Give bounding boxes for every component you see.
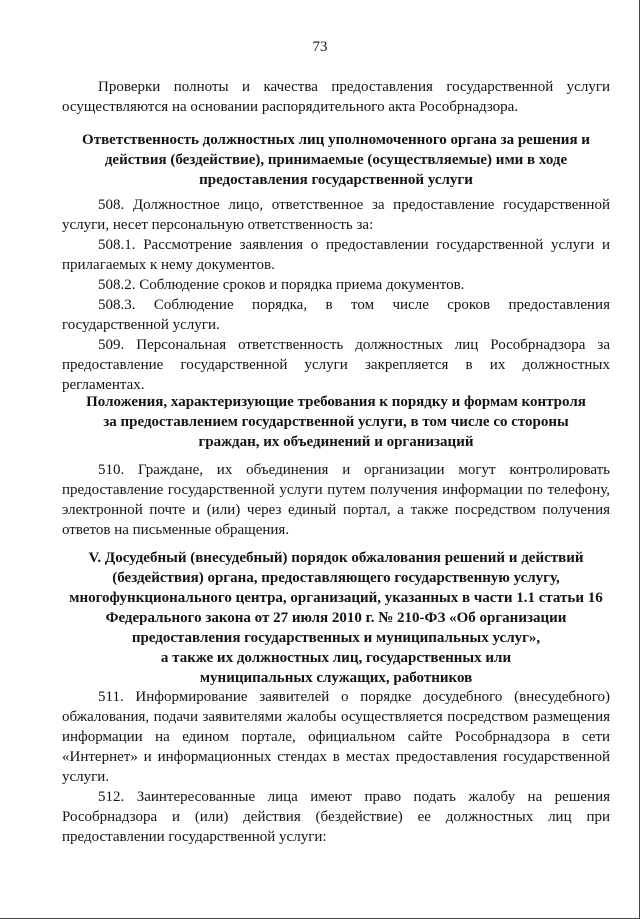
heading-line: Федерального закона от 27 июля 2010 г. № 210-ФЗ «Об организации bbox=[105, 610, 567, 626]
paragraph-508: 508. Должностное лицо, ответственное за предоставление государственной услуги, несет персональную ответственность за: bbox=[62, 197, 610, 233]
section-body-appeal bbox=[62, 687, 610, 847]
paragraph-512: 512. Заинтересованные лица имеют право подать жалобу на решения Рособрнадзора и (или) действия (бездействие) ее должностных лиц при предоставлении государственной услуги: bbox=[62, 789, 610, 845]
heading-line: предоставления государственных и муниципальных услуг», bbox=[131, 630, 541, 646]
paragraph-511: 511. Информирование заявителей о порядке досудебного (внесудебного) обжалования, подачи заявителями жалобы осуществляется посредством размещения информации на едином портале, официальном сайте Рособрнадзора в сети «Интернет» и информационных стендах в местах предоставления государственной услуги. bbox=[62, 689, 610, 785]
paragraph-508-2: 508.2. Соблюдение сроков и порядка приема документов. bbox=[98, 277, 465, 293]
section-heading-control bbox=[62, 392, 610, 452]
heading-line: действия (бездействие), принимаемые (осуществляемые) ими в ходе bbox=[104, 152, 568, 168]
page-number: 73 bbox=[312, 39, 328, 55]
intro-paragraph: Проверки полноты и качества предоставления государственной услуги осуществляются на основании распорядительного акта Рособрнадзора. bbox=[62, 79, 610, 115]
heading-line: Положения, характеризующие требования к порядку и формам контроля bbox=[86, 394, 586, 410]
heading-line: Ответственность должностных лиц уполномоченного органа за решения и bbox=[82, 132, 590, 148]
heading-line: (бездействия) органа, предоставляющего государственную услугу, bbox=[112, 570, 560, 586]
heading-line: а также их должностных лиц, государственных или bbox=[160, 650, 512, 666]
heading-line: муниципальных служащих, работников bbox=[199, 670, 473, 686]
heading-line: V. Досудебный (внесудебный) порядок обжалования решений и действий bbox=[88, 550, 584, 566]
heading-line: за предоставлением государственной услуги, в том числе со стороны bbox=[103, 414, 569, 430]
paragraph-509: 509. Персональная ответственность должностных лиц Рособрнадзора за предоставление государственной услуги закрепляется в их должностных регламентах. bbox=[62, 337, 610, 393]
section-heading-responsibility bbox=[62, 130, 610, 190]
heading-line: граждан, их объединений и организаций bbox=[198, 434, 474, 450]
paragraph-510: 510. Граждане, их объединения и организации могут контролировать предоставление государственной услуги путем получения информации по телефону, электронной почте и (или) через единый портал, а также посредством получения ответов на письменные обращения. bbox=[62, 462, 610, 538]
intro-block bbox=[62, 77, 610, 117]
paragraph-508-3: 508.3. Соблюдение порядка, в том числе сроков предоставления государственной услуги. bbox=[62, 297, 610, 333]
section-body-responsibility bbox=[62, 195, 610, 395]
heading-line: предоставления государственной услуги bbox=[199, 172, 473, 188]
section-body-control bbox=[62, 460, 610, 540]
section-heading-appeal bbox=[62, 548, 610, 688]
paragraph-508-1: 508.1. Рассмотрение заявления о предоставлении государственной услуги и прилагаемых к нему документов. bbox=[62, 237, 610, 273]
heading-line: многофункционального центра, организаций, указанных в части 1.1 статьи 16 bbox=[69, 590, 603, 606]
